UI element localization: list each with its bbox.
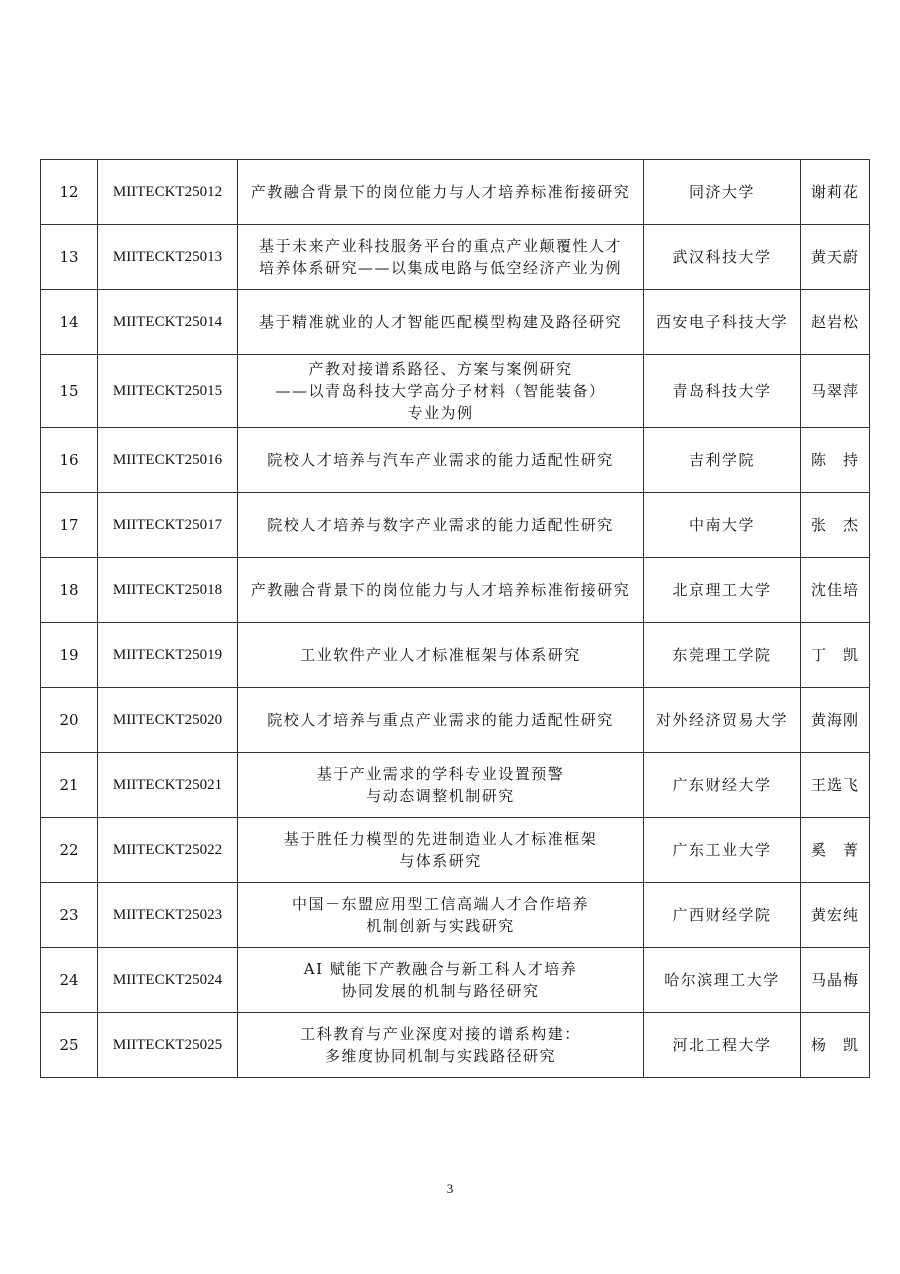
project-leader-name: 谢莉花 xyxy=(810,183,859,201)
institution xyxy=(644,818,801,883)
project-title-line: 院校人才培养与重点产业需求的能力适配性研究 xyxy=(267,711,614,729)
institution-name: 同济大学 xyxy=(688,183,755,201)
institution xyxy=(644,160,801,225)
project-title xyxy=(238,883,644,948)
project-title xyxy=(238,355,644,428)
project-leader xyxy=(801,355,870,428)
project-title xyxy=(238,753,644,818)
row-number: 24 xyxy=(41,948,98,1013)
institution xyxy=(644,558,801,623)
project-leader-name: 黄天蔚 xyxy=(810,248,859,266)
row-number: 22 xyxy=(41,818,98,883)
table-body xyxy=(41,160,870,1078)
project-title xyxy=(238,1013,644,1078)
project-title xyxy=(238,948,644,1013)
project-title-line: 多维度协同机制与实践路径研究 xyxy=(324,1047,556,1065)
project-title xyxy=(238,558,644,623)
project-leader-name: 黄海刚 xyxy=(810,711,859,729)
institution xyxy=(644,493,801,558)
project-code: MIITECKT25025 xyxy=(98,1013,238,1078)
project-title-line: 中国－东盟应用型工信高端人才合作培养 xyxy=(291,895,589,913)
project-title xyxy=(238,225,644,290)
project-leader-name: 马晶梅 xyxy=(810,971,859,989)
row-number: 13 xyxy=(41,225,98,290)
project-leader-name: 杨 凯 xyxy=(810,1036,859,1054)
institution-name: 西安电子科技大学 xyxy=(655,313,788,331)
row-number: 20 xyxy=(41,688,98,753)
institution xyxy=(644,428,801,493)
project-code: MIITECKT25023 xyxy=(98,883,238,948)
institution-name: 吉利学院 xyxy=(688,451,755,469)
institution-name: 对外经济贸易大学 xyxy=(655,711,788,729)
project-title-line: 院校人才培养与数字产业需求的能力适配性研究 xyxy=(267,516,614,534)
project-code: MIITECKT25021 xyxy=(98,753,238,818)
project-code: MIITECKT25014 xyxy=(98,290,238,355)
project-title-line: 与体系研究 xyxy=(399,852,482,870)
institution xyxy=(644,225,801,290)
project-title-line: 专业为例 xyxy=(407,404,474,422)
project-leader xyxy=(801,948,870,1013)
row-number: 15 xyxy=(41,355,98,428)
institution-name: 河北工程大学 xyxy=(672,1036,772,1054)
project-leader xyxy=(801,1013,870,1078)
project-title-line: 产教融合背景下的岗位能力与人才培养标准衔接研究 xyxy=(250,183,631,201)
project-title xyxy=(238,623,644,688)
row-number: 18 xyxy=(41,558,98,623)
row-number: 25 xyxy=(41,1013,98,1078)
institution-name: 广东财经大学 xyxy=(672,776,772,794)
page-number: 3 xyxy=(446,1181,454,1196)
row-number: 17 xyxy=(41,493,98,558)
project-title xyxy=(238,493,644,558)
project-leader xyxy=(801,428,870,493)
project-code: MIITECKT25024 xyxy=(98,948,238,1013)
project-title-line: 院校人才培养与汽车产业需求的能力适配性研究 xyxy=(267,451,614,469)
institution-name: 青岛科技大学 xyxy=(672,382,772,400)
institution-name: 广东工业大学 xyxy=(672,841,772,859)
table-row xyxy=(41,558,870,623)
project-leader xyxy=(801,883,870,948)
institution xyxy=(644,753,801,818)
row-number: 19 xyxy=(41,623,98,688)
project-leader-name: 王选飞 xyxy=(810,776,859,794)
table-row xyxy=(41,688,870,753)
project-leader-name: 马翠萍 xyxy=(810,382,859,400)
institution-name: 武汉科技大学 xyxy=(672,248,772,266)
table-row xyxy=(41,493,870,558)
institution-name: 东莞理工学院 xyxy=(672,646,772,664)
row-number: 16 xyxy=(41,428,98,493)
project-leader-name: 奚 菁 xyxy=(810,841,859,859)
project-title-line: ——以青岛科技大学高分子材料（智能装备） xyxy=(275,382,606,400)
project-leader xyxy=(801,558,870,623)
project-code: MIITECKT25018 xyxy=(98,558,238,623)
project-leader xyxy=(801,688,870,753)
project-title-line: 基于未来产业科技服务平台的重点产业颠覆性人才 xyxy=(258,237,622,255)
project-table xyxy=(40,159,870,1078)
institution xyxy=(644,623,801,688)
project-title xyxy=(238,290,644,355)
institution-name: 广西财经学院 xyxy=(672,906,772,924)
institution xyxy=(644,688,801,753)
institution-name: 北京理工大学 xyxy=(672,581,772,599)
project-code: MIITECKT25019 xyxy=(98,623,238,688)
project-leader-name: 张 杰 xyxy=(810,516,859,534)
institution xyxy=(644,355,801,428)
institution xyxy=(644,1013,801,1078)
project-title-line: 工业软件产业人才标准框架与体系研究 xyxy=(300,646,581,664)
project-code: MIITECKT25015 xyxy=(98,355,238,428)
table-row xyxy=(41,948,870,1013)
project-code: MIITECKT25012 xyxy=(98,160,238,225)
project-title-line: 机制创新与实践研究 xyxy=(366,917,515,935)
table-row xyxy=(41,355,870,428)
table-row xyxy=(41,160,870,225)
project-leader xyxy=(801,623,870,688)
project-leader xyxy=(801,290,870,355)
table-row xyxy=(41,428,870,493)
project-leader xyxy=(801,225,870,290)
institution xyxy=(644,883,801,948)
project-title-line: 与动态调整机制研究 xyxy=(366,787,515,805)
project-title-line: AI 赋能下产教融合与新工科人才培养 xyxy=(303,960,578,978)
table-row xyxy=(41,623,870,688)
project-title-line: 产教融合背景下的岗位能力与人才培养标准衔接研究 xyxy=(250,581,631,599)
project-leader-name: 丁 凯 xyxy=(810,646,859,664)
row-number: 23 xyxy=(41,883,98,948)
project-code: MIITECKT25016 xyxy=(98,428,238,493)
project-leader xyxy=(801,753,870,818)
project-title xyxy=(238,818,644,883)
project-title-line: 培养体系研究——以集成电路与低空经济产业为例 xyxy=(258,259,622,277)
project-leader-name: 黄宏纯 xyxy=(810,906,859,924)
table-row xyxy=(41,753,870,818)
project-leader-name: 沈佳培 xyxy=(810,581,859,599)
project-code: MIITECKT25022 xyxy=(98,818,238,883)
row-number: 21 xyxy=(41,753,98,818)
project-leader-name: 赵岩松 xyxy=(810,313,859,331)
institution-name: 哈尔滨理工大学 xyxy=(664,971,780,989)
project-leader xyxy=(801,818,870,883)
project-leader xyxy=(801,160,870,225)
row-number: 12 xyxy=(41,160,98,225)
project-title-line: 基于精准就业的人才智能匹配模型构建及路径研究 xyxy=(258,313,622,331)
project-leader xyxy=(801,493,870,558)
table-row xyxy=(41,883,870,948)
row-number: 14 xyxy=(41,290,98,355)
table-row xyxy=(41,290,870,355)
project-code: MIITECKT25013 xyxy=(98,225,238,290)
project-title xyxy=(238,688,644,753)
institution-name: 中南大学 xyxy=(688,516,755,534)
table-row xyxy=(41,225,870,290)
project-code: MIITECKT25020 xyxy=(98,688,238,753)
project-title-line: 基于产业需求的学科专业设置预警 xyxy=(316,765,565,783)
project-title-line: 产教对接谱系路径、方案与案例研究 xyxy=(308,360,573,378)
table-row xyxy=(41,1013,870,1078)
institution xyxy=(644,948,801,1013)
table-row xyxy=(41,818,870,883)
project-code: MIITECKT25017 xyxy=(98,493,238,558)
project-title-line: 工科教育与产业深度对接的谱系构建： xyxy=(300,1025,581,1043)
project-title-line: 基于胜任力模型的先进制造业人才标准框架 xyxy=(283,830,598,848)
institution xyxy=(644,290,801,355)
project-title xyxy=(238,160,644,225)
project-leader-name: 陈 持 xyxy=(810,451,859,469)
project-title-line: 协同发展的机制与路径研究 xyxy=(341,982,540,1000)
project-title xyxy=(238,428,644,493)
